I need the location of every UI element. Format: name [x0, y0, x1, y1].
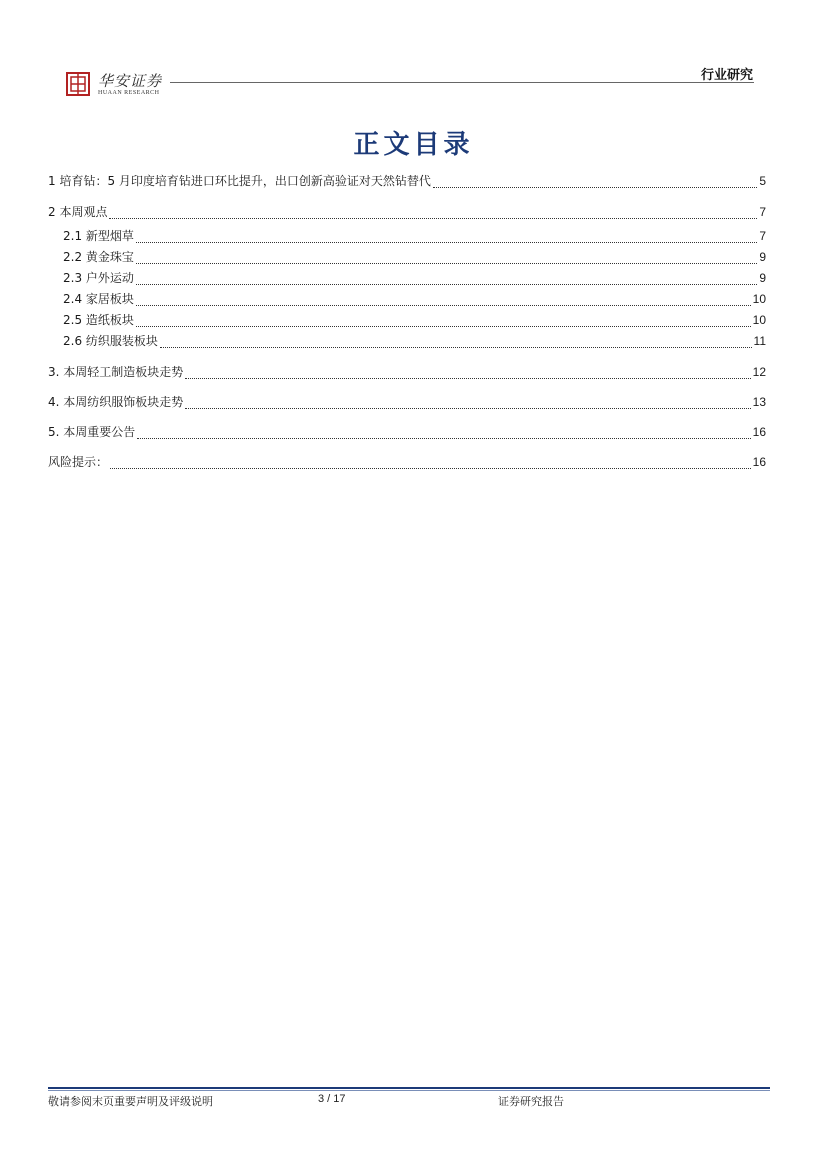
toc-leader-dots — [433, 186, 757, 188]
footer-divider-thin — [48, 1090, 770, 1091]
toc-entry[interactable] — [48, 363, 766, 384]
toc-entry-label: 3. 本周轻工制造板块走势 — [48, 365, 184, 379]
toc-leader-dots — [136, 325, 751, 327]
toc-entry[interactable] — [48, 423, 766, 444]
toc-leader-dots — [136, 262, 757, 264]
toc-entry-page: 9 — [759, 271, 766, 285]
toc-entry[interactable] — [48, 290, 766, 311]
toc-entry[interactable] — [48, 332, 766, 353]
toc-leader-dots — [136, 304, 751, 306]
toc-entry-page: 5 — [759, 174, 766, 188]
toc-leader-dots — [136, 283, 757, 285]
toc-entry[interactable] — [48, 227, 766, 248]
toc-entry-label: 2.5 造纸板块 — [63, 313, 134, 327]
toc-entry-label: 2.1 新型烟草 — [63, 229, 134, 243]
toc-entry-label: 2.3 户外运动 — [63, 271, 134, 285]
toc-entry-label: 2.4 家居板块 — [63, 292, 134, 306]
toc-entry-label: 2.6 纺织服装板块 — [63, 334, 158, 348]
toc-entry-label: 风险提示： — [48, 455, 109, 469]
toc-entry[interactable] — [48, 203, 766, 224]
toc-entry-page: 12 — [752, 365, 766, 379]
toc-entry[interactable] — [48, 311, 766, 332]
toc-entry-page: 7 — [759, 205, 766, 219]
toc-entry[interactable] — [48, 269, 766, 290]
toc-entry[interactable] — [48, 453, 766, 474]
toc-entry-label: 2.2 黄金珠宝 — [63, 250, 134, 264]
page-header — [0, 0, 827, 110]
toc-leader-dots — [110, 467, 751, 469]
toc-entry[interactable] — [48, 393, 766, 414]
toc-entry-page: 10 — [752, 292, 766, 306]
toc-entry[interactable] — [48, 248, 766, 269]
logo-text-cn: 华安证券 — [98, 72, 163, 90]
header-divider — [170, 82, 754, 83]
huaan-logo-icon — [66, 72, 90, 96]
toc-entry-label: 2 本周观点 — [48, 205, 108, 219]
toc-entry-page: 10 — [752, 313, 766, 327]
toc-entry-page: 11 — [753, 334, 766, 348]
report-category: 行业研究 — [700, 68, 753, 83]
toc-leader-dots — [136, 241, 757, 243]
page-title: 正文目录 — [353, 130, 474, 160]
footer-report-type: 证券研究报告 — [498, 1095, 564, 1108]
toc-entry[interactable] — [48, 172, 766, 193]
toc-entry-page: 16 — [752, 455, 766, 469]
toc-entry-label: 4. 本周纺织服饰板块走势 — [48, 395, 184, 409]
toc-entry-label: 1 培育钻：5 月印度培育钻进口环比提升，出口创新高验证对天然钻替代 — [48, 174, 431, 188]
toc-leader-dots — [109, 217, 757, 219]
toc-entry-page: 7 — [759, 229, 766, 243]
toc-leader-dots — [185, 377, 750, 379]
toc-entry-page: 9 — [759, 250, 766, 264]
toc-entry-page: 13 — [752, 395, 766, 409]
toc-entry-page: 16 — [752, 425, 766, 439]
footer-page-number: 3 / 17 — [318, 1093, 346, 1105]
footer-disclaimer: 敬请参阅末页重要声明及评级说明 — [48, 1095, 213, 1108]
toc-leader-dots — [137, 437, 750, 439]
logo-text-en: HUAAN RESEARCH — [98, 90, 160, 96]
toc-leader-dots — [185, 407, 750, 409]
toc-leader-dots — [160, 346, 752, 348]
toc-entry-label: 5. 本周重要公告 — [48, 425, 136, 439]
footer-divider — [48, 1087, 770, 1089]
table-of-contents — [48, 172, 766, 474]
